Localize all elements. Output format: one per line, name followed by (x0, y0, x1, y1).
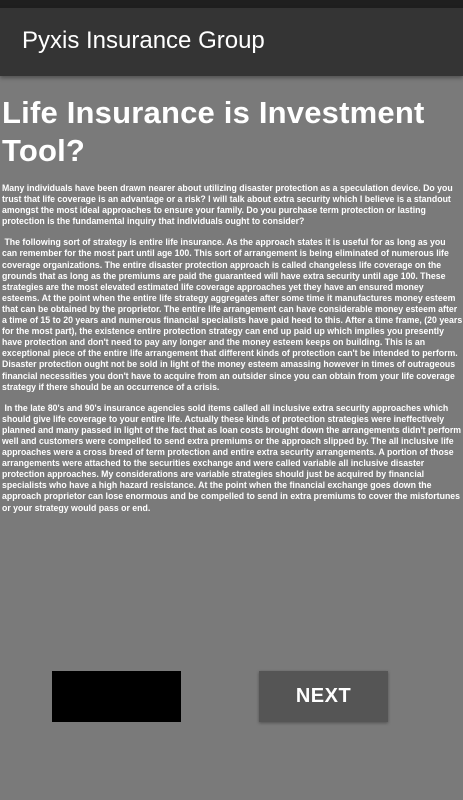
article-paragraph-3: In the late 80's and 90's insurance agencies sold items called all inclusive extra security approaches which should give life coverage to your entire life. Actually these kinds of protection strategies were ineffectively planned and many passed in light of the fact that as loan costs brought down the arrangements didn't perform well and customers were compelled to send extra premiums or the approach slipped by. The all inclusive life approaches were a cross breed of term protection and entire extra security arrangements. A portion of those arrangements were attached to the securities exchange and were called variable all inclusive disaster protection approaches. My considerations are variable strategies should just be acquired by financial specialists who have a high hazard resistance. At the point when the financial exchange goes down the approach proprietor can lose enormous and be compelled to send in extra premiums to cover the misfortunes or your strategy would pass or end. (2, 402, 462, 513)
article-paragraph-2: The following sort of strategy is entire life insurance. As the approach states it is useful for as long as you can remember for the most part until age 100. This sort of arrangement is being eliminated of numerous life coverage organizations. The entire disaster protection approach is called changeless life coverage on the grounds that as long as the premiums are paid the guaranteed will have extra security until age 100. These strategies are the most elevated estimated life coverage approaches yet they have an ensured money esteems. At the point when the entire life strategy aggregates after some time it manufactures money esteem that can be obtained by the proprietor. The entire life arrangement can have considerable money esteem after a time of 15 to 20 years and numerous financial specialists have paid heed to this. After a time frame, (20 years for the most part), the existence entire protection strategy can end up paid up which implies you presently have protection and don't need to pay any longer and the money esteem keeps on building. This is an exceptional piece of the entire life arrangement that different kinds of protection can't be intended to perform. Disaster protection ought not be sold in light of the money esteem amassing however in times of outrageous financial necessities you don't have to acquire from an outsider since you can obtain from your life coverage strategy if there should be an occurrence of a crisis. (2, 237, 463, 392)
previous-button[interactable] (52, 671, 181, 722)
app-bar (0, 8, 463, 76)
article-paragraph-1: Many individuals have been drawn nearer about utilizing disaster protection as a speculation device. Do you trust that life coverage is an advantage or a risk? I will talk about extra security which I believe is a standout amongst the most ideal approaches to ensure your family. Do you purchase term protection or lasting protection is the fundamental inquiry that individuals ought to consider? (2, 183, 456, 227)
article-title: Life Insurance is Investment Tool? (2, 95, 425, 168)
article-scroll-area[interactable] (0, 76, 463, 606)
next-button[interactable]: NEXT (259, 671, 388, 722)
article-body (2, 183, 463, 514)
app-title: Pyxis Insurance Group (22, 27, 265, 54)
status-bar (0, 0, 463, 8)
